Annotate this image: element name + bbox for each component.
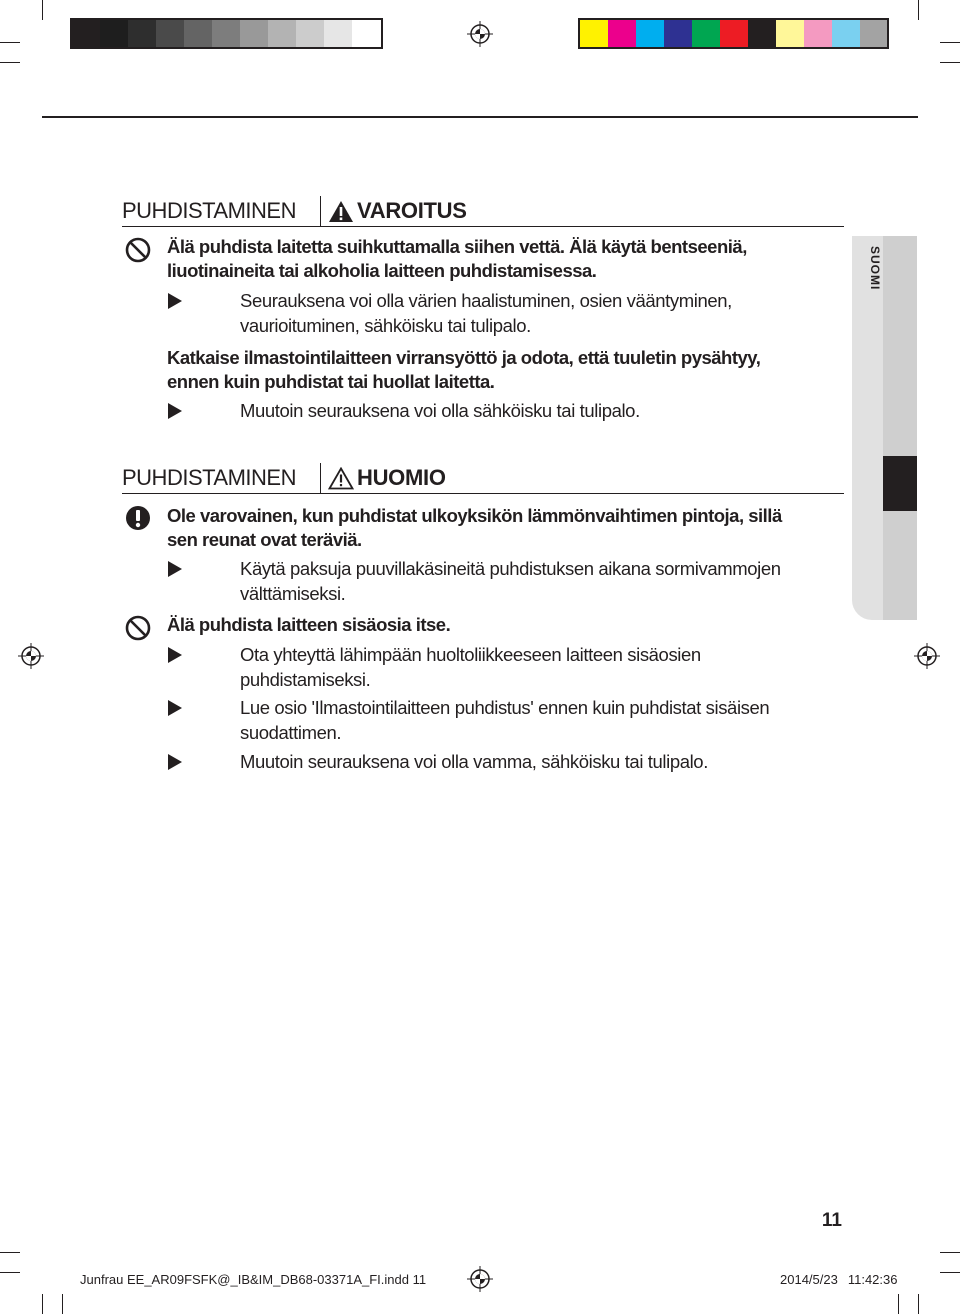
gray-swatch <box>100 20 128 47</box>
warning-triangle-icon <box>328 200 354 223</box>
print-timestamp <box>780 1272 897 1287</box>
crop-mark <box>42 1294 43 1314</box>
caution-label: HUOMIO <box>357 465 446 490</box>
consequence-text: Lue osio 'Ilmastointilaitteen puhdistus' ennen kuin puhdistat sisäisen <box>240 697 770 718</box>
consequence-text: Muutoin seurauksena voi olla vamma, sähköisku tai tulipalo. <box>240 751 708 772</box>
arrow-icon <box>168 293 182 309</box>
consequence-text: Seurauksena voi olla värien haalistuminen, osien vääntyminen, <box>240 290 732 311</box>
header-rule <box>42 116 918 118</box>
registration-mark-icon <box>18 643 44 669</box>
prohibition-icon <box>124 614 152 642</box>
crop-mark <box>918 1294 919 1314</box>
green-swatch <box>692 20 720 47</box>
header-divider <box>320 196 321 226</box>
arrow-icon <box>168 700 182 716</box>
section-title: PUHDISTAMINEN <box>122 198 296 223</box>
instruction-text: ennen kuin puhdistat tai huollat laitetta. <box>167 371 495 392</box>
prohibition-icon <box>124 236 152 264</box>
blue-swatch <box>664 20 692 47</box>
instruction-text: Älä puhdista laitetta suihkuttamalla siihen vettä. Älä käytä bentseeniä, <box>167 236 747 257</box>
print-date: 2014/5/23 <box>780 1272 838 1287</box>
caution-triangle-icon <box>328 467 354 490</box>
consequence-text: Muutoin seurauksena voi olla sähköisku tai tulipalo. <box>240 400 640 421</box>
crop-mark <box>0 62 20 63</box>
exclamation-icon <box>124 504 152 532</box>
crop-mark <box>940 42 960 43</box>
gray-swatch <box>184 20 212 47</box>
crop-mark <box>940 1252 960 1253</box>
consequence-text: puhdistamiseksi. <box>240 669 371 690</box>
gray-swatch <box>352 20 381 47</box>
caution-section-header <box>122 463 844 494</box>
arrow-icon <box>168 754 182 770</box>
registration-mark-icon <box>914 643 940 669</box>
crop-mark <box>42 0 43 20</box>
warning-label: VAROITUS <box>357 198 467 223</box>
black-swatch <box>748 20 776 47</box>
yellow-swatch <box>580 20 608 47</box>
side-tab-stripe <box>883 236 917 620</box>
crop-mark <box>940 1272 960 1273</box>
gray-swatch <box>128 20 156 47</box>
warning-section-header <box>122 196 844 227</box>
section-title: PUHDISTAMINEN <box>122 465 296 490</box>
warning-badge <box>328 198 467 224</box>
consequence-text: Ota yhteyttä lähimpään huoltoliikkeeseen laitteen sisäosien <box>240 644 701 665</box>
print-time: 11:42:36 <box>847 1272 898 1287</box>
instruction-text: Ole varovainen, kun puhdistat ulkoyksikön lämmönvaihtimen pintoja, sillä <box>167 505 782 526</box>
arrow-icon <box>168 403 182 419</box>
gray-swatch <box>72 20 100 47</box>
cyan-swatch <box>636 20 664 47</box>
gray-swatch <box>860 20 887 47</box>
instruction-text: liuotinaineita tai alkoholia laitteen puhdistamisessa. <box>167 260 597 281</box>
file-slug: Junfrau EE_AR09FSFK@_IB&IM_DB68-03371A_FI.indd 11 <box>80 1272 427 1287</box>
light-yellow-swatch <box>776 20 804 47</box>
consequence-text: vaurioituminen, sähköisku tai tulipalo. <box>240 315 531 336</box>
gray-swatch <box>268 20 296 47</box>
gray-swatch <box>240 20 268 47</box>
gray-swatch <box>156 20 184 47</box>
gray-swatch <box>324 20 352 47</box>
arrow-icon <box>168 647 182 663</box>
caution-badge <box>328 465 446 491</box>
instruction-text: Katkaise ilmastointilaitteen virransyöttö ja odota, että tuuletin pysähtyy, <box>167 347 761 368</box>
pink-swatch <box>804 20 832 47</box>
instruction-text: Älä puhdista laitteen sisäosia itse. <box>167 614 451 635</box>
header-divider <box>320 463 321 493</box>
registration-mark-icon <box>467 1266 493 1292</box>
magenta-swatch <box>608 20 636 47</box>
crop-mark <box>0 1252 20 1253</box>
crop-mark <box>0 1272 20 1273</box>
crop-mark <box>898 1294 899 1314</box>
side-tab-marker <box>883 456 917 511</box>
page-number: 11 <box>821 1210 842 1231</box>
instruction-text: sen reunat ovat teräviä. <box>167 529 362 550</box>
consequence-text: suodattimen. <box>240 722 342 743</box>
crop-mark <box>940 62 960 63</box>
gray-swatch <box>212 20 240 47</box>
light-cyan-swatch <box>832 20 860 47</box>
consequence-text: välttämiseksi. <box>240 583 346 604</box>
language-label: SUOMI <box>868 246 882 291</box>
arrow-icon <box>168 561 182 577</box>
registration-mark-icon <box>467 21 493 47</box>
crop-mark <box>62 1294 63 1314</box>
consequence-text: Käytä paksuja puuvillakäsineitä puhdistuksen aikana sormivammojen <box>240 558 781 579</box>
gray-swatch <box>296 20 324 47</box>
crop-mark <box>918 0 919 20</box>
red-swatch <box>720 20 748 47</box>
crop-mark <box>0 42 20 43</box>
